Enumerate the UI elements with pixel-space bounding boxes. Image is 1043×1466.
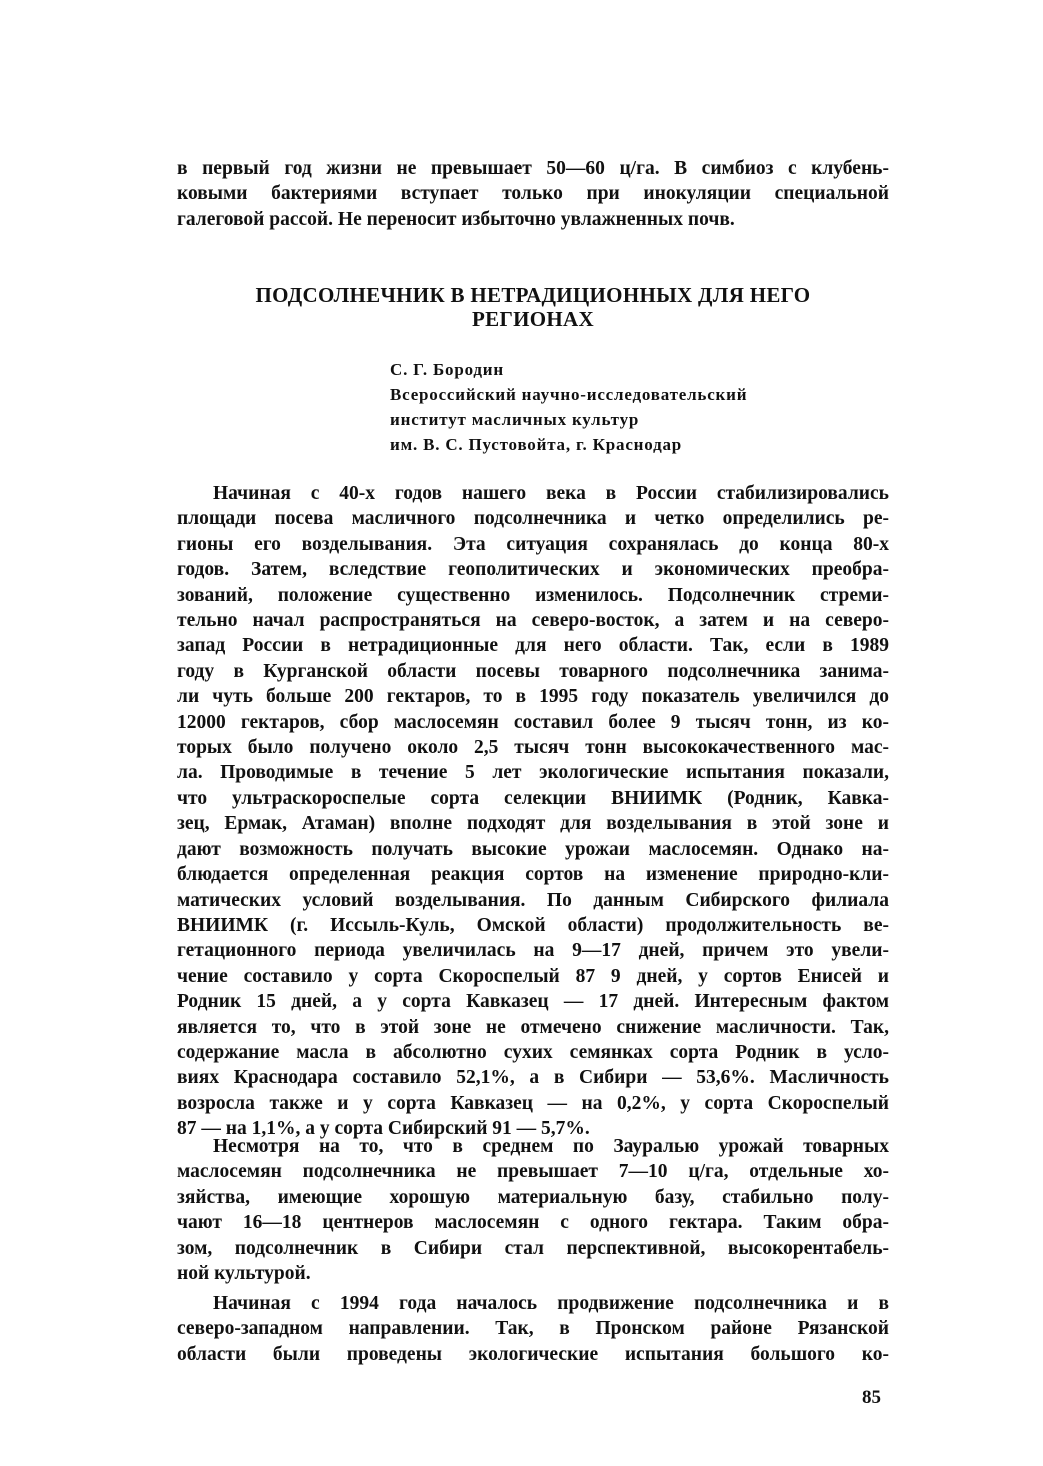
text-line: возросла также и у сорта Кавказец — на 0,2%, у сорта Скороспелый — [177, 1092, 889, 1114]
article-title — [177, 283, 889, 331]
affiliation-line: Всероссийский научно-исследовательский — [390, 385, 748, 404]
text-line: зом, подсолнечник в Сибири стал перспективной, высокорентабель- — [177, 1237, 889, 1259]
text-line: 12000 гектаров, сбор маслосемян составил более 9 тысяч тонн, из ко- — [177, 711, 889, 733]
text-line: матических условий возделывания. По данным Сибирского филиала — [177, 889, 889, 911]
title-line: РЕГИОНАХ — [472, 307, 594, 331]
text-line: гетационного периода увеличилась на 9—17 дней, причем это увели- — [177, 940, 889, 962]
text-line: северо-западном направлении. Так, в Пронском районе Рязанской — [177, 1318, 889, 1340]
paragraph-1 — [177, 481, 889, 1142]
text-line: Начиная с 1994 года началось продвижение подсолнечника и в — [213, 1293, 889, 1314]
text-line: ла. Проводимые в течение 5 лет экологические испытания показали, — [177, 762, 889, 784]
text-line: 87 — на 1,1%, а у сорта Сибирский 91 — 5,7%. — [177, 1118, 590, 1140]
author-name: С. Г. Бородин — [390, 360, 504, 379]
text-line: является то, что в этой зоне не отмечено снижение масличности. Так, — [177, 1016, 889, 1038]
affiliation-line: институт масличных культур — [390, 410, 640, 429]
author-block — [390, 357, 860, 457]
text-line: маслосемян подсолнечника не превышает 7—10 ц/га, отдельные хо- — [177, 1161, 889, 1183]
text-line: Начиная с 40-х годов нашего века в России стабилизировались — [213, 483, 889, 504]
text-line: галеговой рассой. Не переносит избыточно увлажненных почв. — [177, 208, 735, 230]
text-line: году в Курганской области посевы товарного подсолнечника занима- — [177, 660, 889, 682]
text-line: чение составило у сорта Скороспелый 87 9 дней, у сортов Енисей и — [177, 965, 889, 987]
text-line: области были проведены экологические испытания большого ко- — [177, 1343, 889, 1365]
text-line: запад России в нетрадиционные для него области. Так, если в 1989 — [177, 635, 889, 657]
text-line: чают 16—18 центнеров маслосемян с одного гектара. Таким обра- — [177, 1212, 889, 1234]
text-line: виях Краснодара составило 52,1%, а в Сибири — 53,6%. Масличность — [177, 1067, 889, 1089]
text-line: Несмотря на то, что в среднем по Зауралью урожай товарных — [213, 1136, 889, 1157]
paragraph-3 — [177, 1291, 889, 1367]
text-line: что ультраскороспелые сорта селекции ВНИИМК (Родник, Кавка- — [177, 787, 889, 809]
text-line: содержание масла в абсолютно сухих семянках сорта Родник в усло- — [177, 1041, 889, 1063]
text-line: ли чуть больше 200 гектаров, то в 1995 году показатель увеличился до — [177, 686, 889, 708]
text-line: торых было получено около 2,5 тысяч тонн высококачественного мас- — [177, 737, 889, 759]
text-line: площади посева масличного подсолнечника и четко определились ре- — [177, 508, 889, 530]
text-line: блюдается определенная реакция сортов на изменение природно-кли- — [177, 864, 889, 886]
text-line: ной культурой. — [177, 1263, 311, 1285]
intro-paragraph — [177, 156, 889, 232]
paragraph-2 — [177, 1134, 889, 1286]
page-number: 85 — [862, 1387, 881, 1408]
text-line: Родник 15 дней, а у сорта Кавказец — 17 дней. Интересным фактом — [177, 991, 889, 1013]
title-line: ПОДСОЛНЕЧНИК В НЕТРАДИЦИОННЫХ ДЛЯ НЕГО — [255, 283, 811, 307]
text-line: ковыми бактериями вступает только при инокуляции специальной — [177, 183, 889, 205]
text-line: зований, положение существенно изменилось. Подсолнечник стреми- — [177, 584, 889, 606]
text-line: зец, Ермак, Атаман) вполне подходят для возделывания в этой зоне и — [177, 813, 889, 835]
text-line: тельно начал распространяться на северо-восток, а затем и на северо- — [177, 610, 889, 632]
text-line: зяйства, имеющие хорошую материальную базу, стабильно полу- — [177, 1186, 889, 1208]
affiliation-line: им. В. С. Пустовойта, г. Краснодар — [390, 435, 683, 454]
text-line: ВНИИМК (г. Иссыль-Куль, Омской области) продолжительность ве- — [177, 914, 889, 936]
text-line: в первый год жизни не превышает 50—60 ц/га. В симбиоз с клубень- — [177, 158, 889, 179]
text-line: годов. Затем, вследствие геополитических и экономических преобра- — [177, 559, 889, 581]
text-line: дают возможность получать высокие урожаи маслосемян. Однако на- — [177, 838, 889, 860]
text-line: гионы его возделывания. Эта ситуация сохранялась до конца 80-х — [177, 533, 889, 555]
